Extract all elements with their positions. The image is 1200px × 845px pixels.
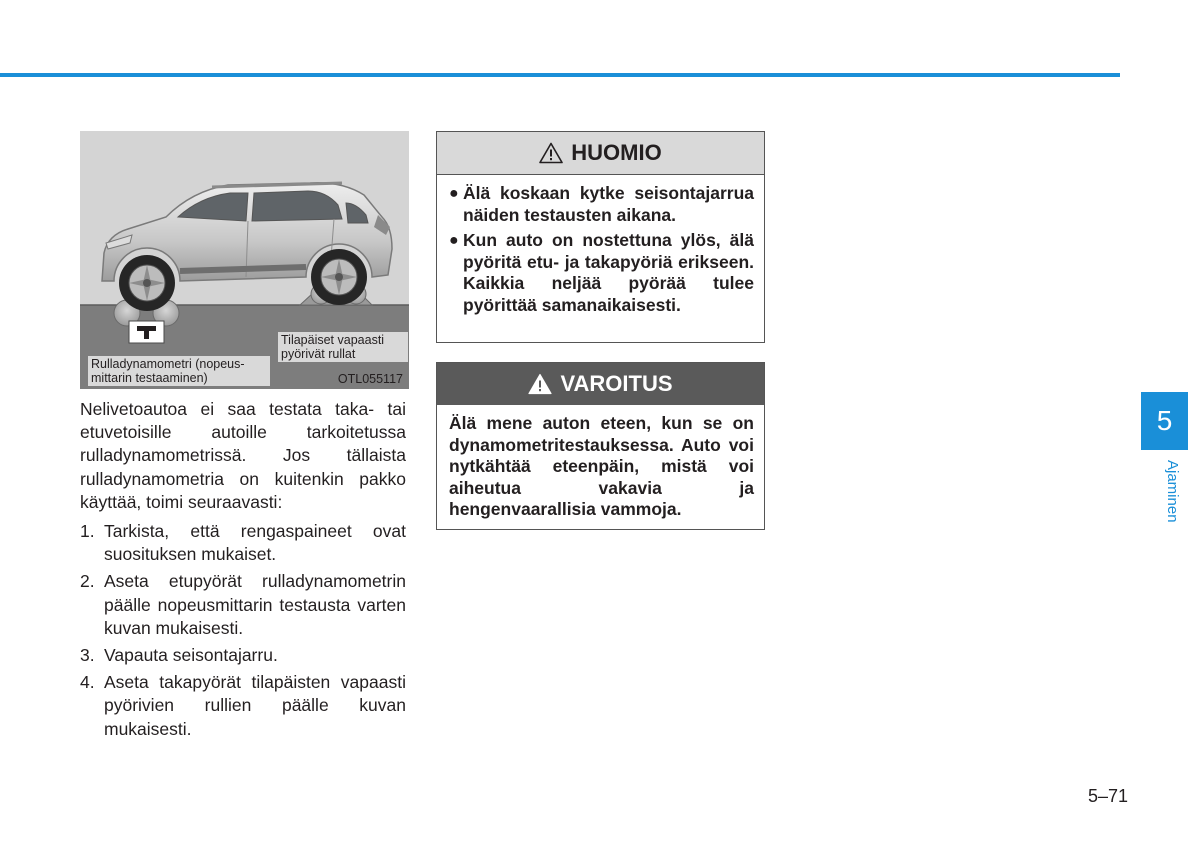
header-rule [0,73,1120,77]
caution-title: HUOMIO [571,140,662,165]
figure-code: OTL055117 [337,372,403,386]
warning-triangle-icon [539,142,563,164]
intro-paragraph: Nelivetoautoa ei saa testata taka- tai etuvetoisille autoille tarkoitetussa rulladynamometrissä. Jos tällaista rulladynamometria on kuitenkin pakko käyttää, toimi seuraavasti: [80,399,406,512]
caution-bullet-text: Älä koskaan kytke seisontajarrua näiden testausten aikana. [463,183,754,225]
dynamometer-figure [80,131,409,389]
instructions-section [80,398,406,745]
warning-content [437,405,764,521]
steps-list [80,520,406,741]
chapter-number-tab: 5 [1141,392,1188,450]
step-text: Aseta takapyörät tilapäisten vapaasti pyörivien rullien päälle kuvan mukaisesti. [104,672,406,739]
step-text: Vapauta seisontajarru. [104,645,278,666]
step-item [80,570,406,640]
caution-bullet-text: Kun auto on nostettuna ylös, älä pyöritä etu- ja takapyöriä erikseen. Kaikkia neljää pyörää tulee pyörittää samanaikaisesti. [463,230,754,315]
step-number: 4. [80,672,95,693]
step-item [80,671,406,741]
caution-box [436,131,765,343]
dynamometer-label: Rulladynamometri (nopeus-mittarin testaaminen) [88,356,270,386]
page-number: 5–71 [1088,786,1129,806]
step-text: Tarkista, että rengaspaineet ovat suosituksen mukaiset. [104,521,406,565]
caution-bullet [449,183,754,226]
step-number: 1. [80,521,95,542]
caution-header [437,132,764,175]
warning-box [436,362,765,530]
step-text: Aseta etupyörät rulladynamometrin päälle nopeusmittarin testausta varten kuvan mukaisesti. [104,571,406,638]
step-item [80,520,406,566]
chapter-name: Ajaminen [1164,460,1181,523]
warning-text: Älä mene auton eteen, kun se on dynamometritestauksessa. Auto voi nytkähtää eteenpäin, mistä voi aiheutua vakavia ja hengenvaarallisia vammoja. [449,413,754,519]
bullet-icon: ● [449,185,459,202]
step-number: 3. [80,645,95,666]
warning-header [437,363,764,405]
caution-content [437,175,764,316]
caution-bullets [449,183,754,316]
step-number: 2. [80,571,95,592]
caution-bullet [449,230,754,316]
warning-triangle-icon [528,373,552,395]
temporary-rollers-label: Tilapäiset vapaasti pyörivät rullat [278,332,408,362]
bullet-icon: ● [449,232,459,249]
step-item [80,644,406,667]
warning-title: VAROITUS [560,371,673,396]
